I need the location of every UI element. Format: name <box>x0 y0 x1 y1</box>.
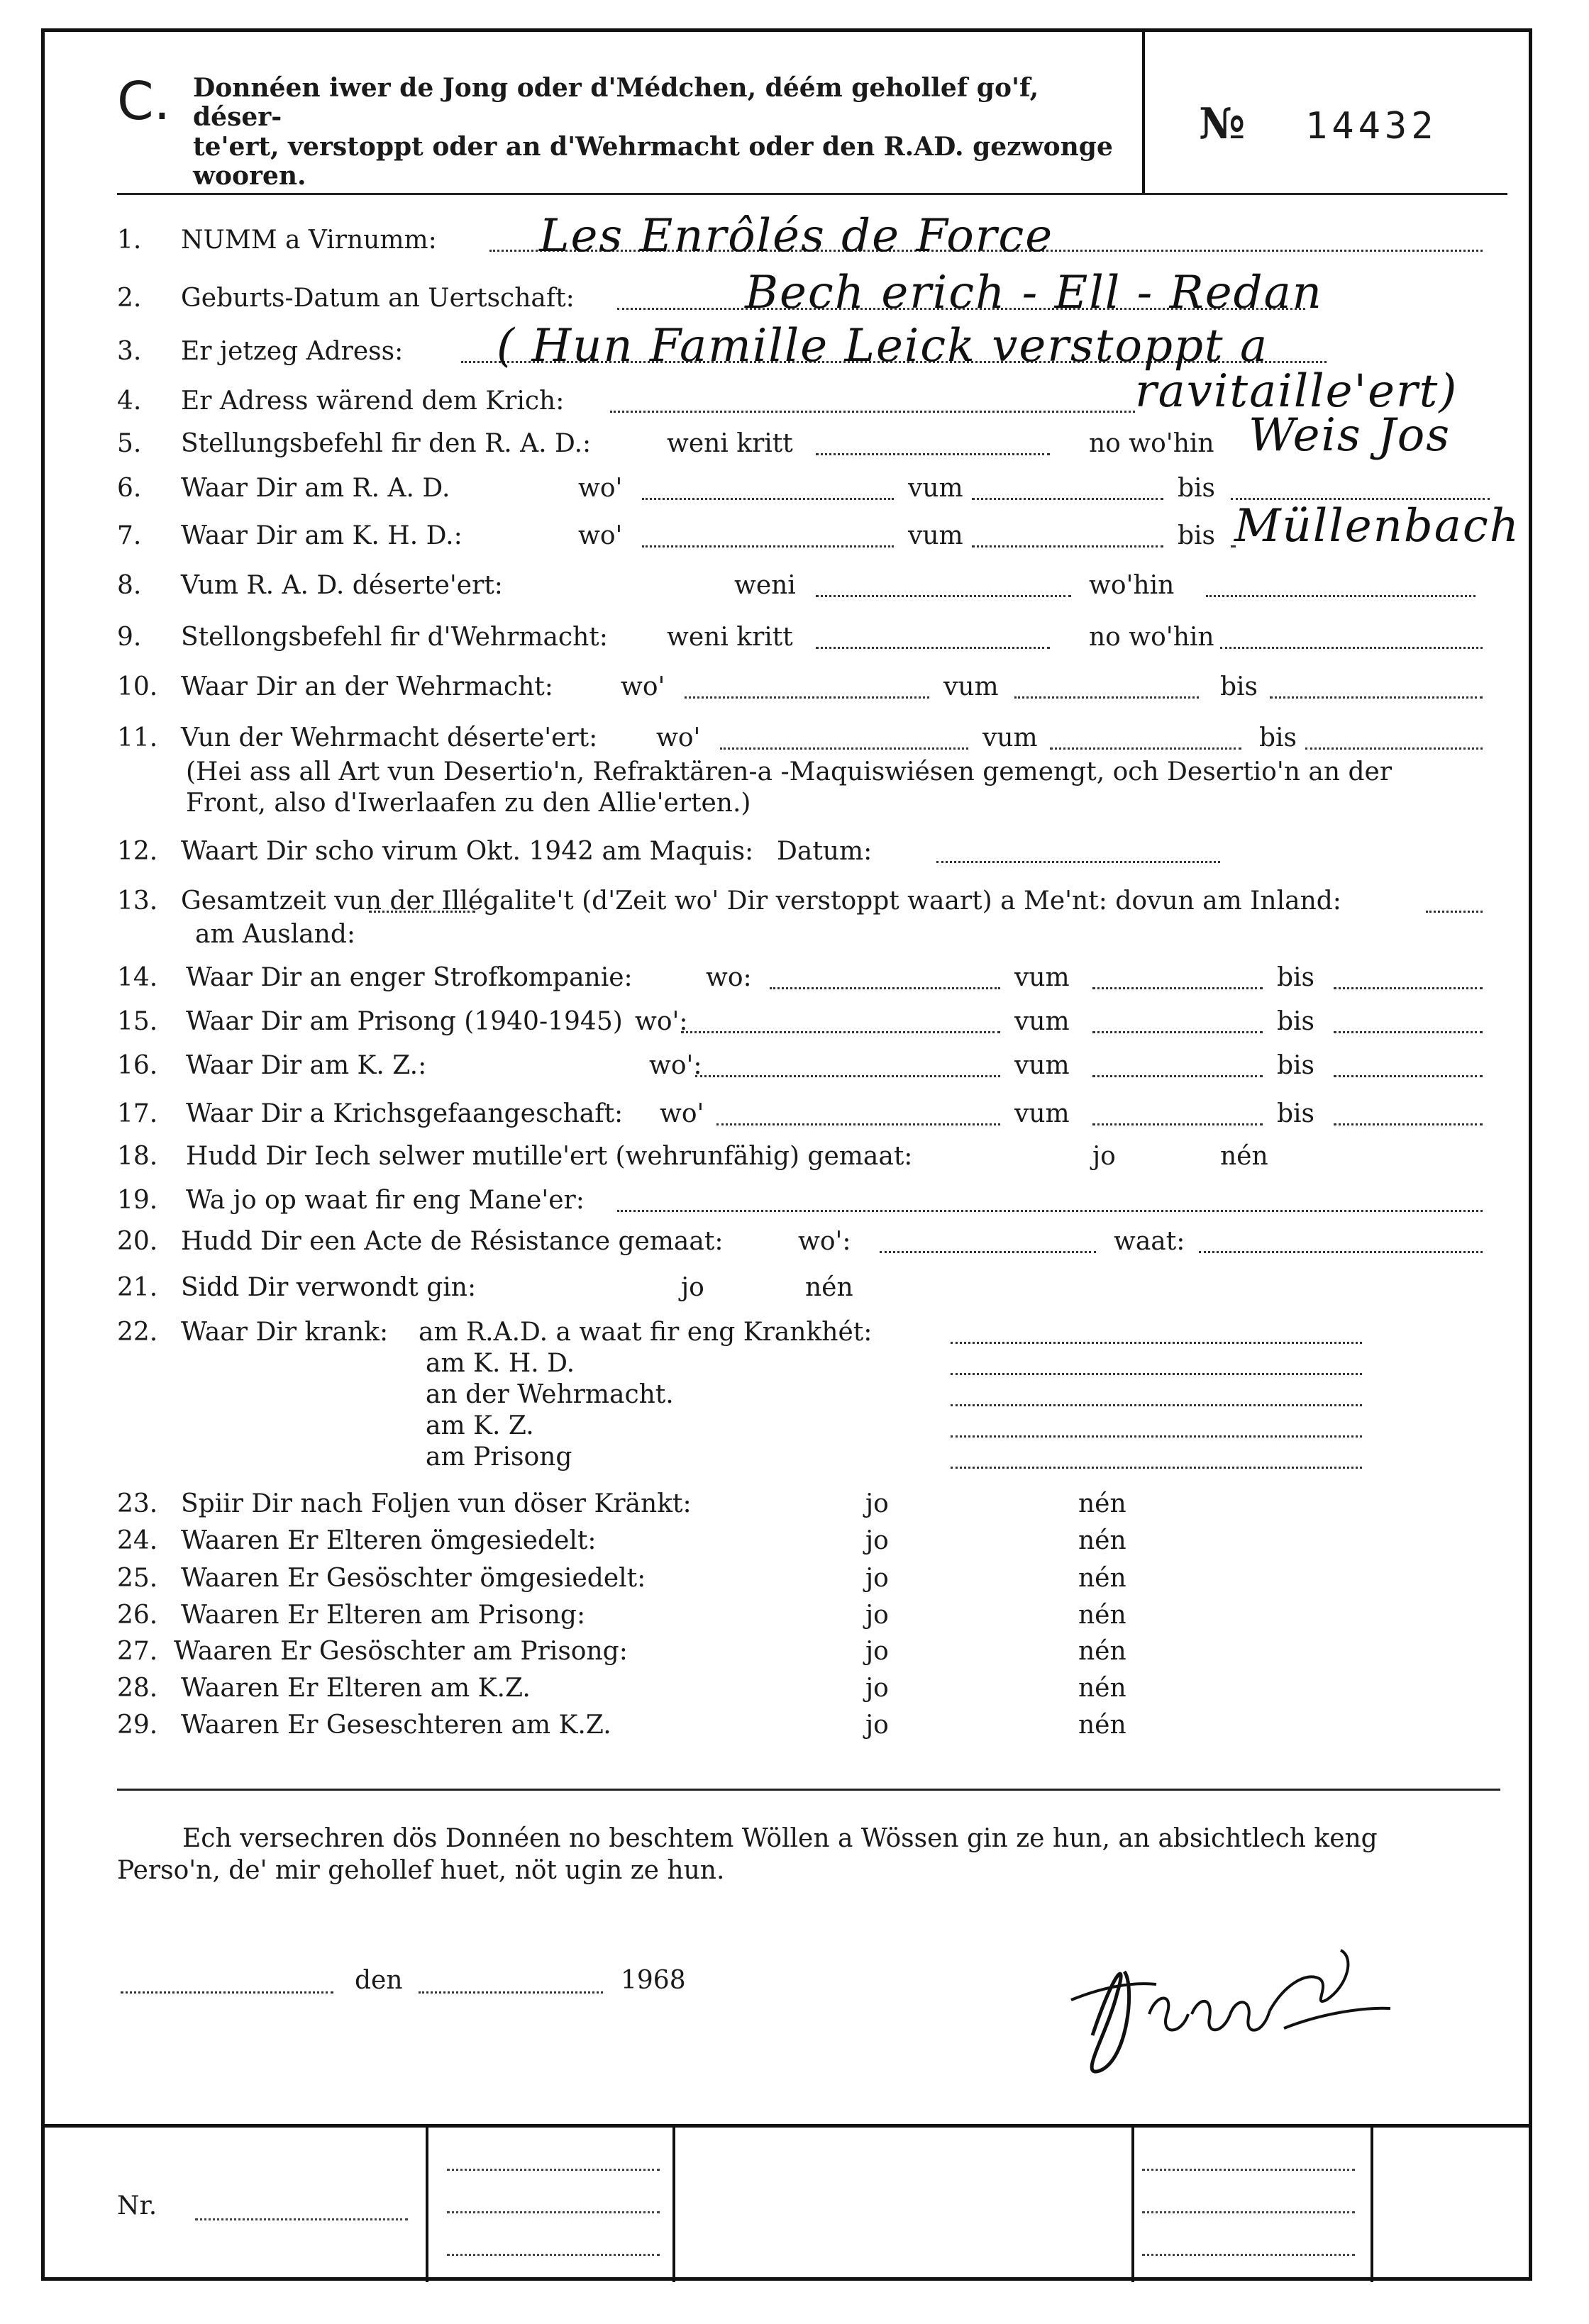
field-number: 10. <box>117 672 158 701</box>
field-number: 22. <box>117 1318 158 1347</box>
field-label: Waar Dir am K. H. D.: <box>181 521 463 550</box>
field-sub-label: an der Wehrmacht. <box>426 1380 674 1409</box>
field-label: Vum R. A. D. déserte'ert: <box>181 571 503 600</box>
handwritten-entry: ravitaille'ert) <box>1135 365 1458 418</box>
footer-cell-line[interactable] <box>1142 2169 1355 2171</box>
field-number: 14. <box>117 963 158 992</box>
footer-divider-1 <box>426 2128 428 2282</box>
header-line-1: Donnéen iwer de Jong oder d'Médchen, déém gehollef go'f, déser- <box>193 73 1039 133</box>
field-number: 28. <box>117 1674 158 1703</box>
field-label: Waar Dir am K. Z.: <box>186 1051 427 1080</box>
field-line[interactable] <box>369 911 475 913</box>
field-line[interactable] <box>951 1404 1362 1406</box>
field-number: 5. <box>117 429 142 458</box>
field-sub-label: vum <box>1014 1099 1070 1128</box>
field-sub-label: jo <box>865 1637 889 1666</box>
field-number: 2. <box>117 284 142 313</box>
form-header-text <box>193 74 1115 191</box>
field-sub-label: am K. H. D. <box>426 1349 575 1378</box>
field-line[interactable] <box>1092 1075 1263 1077</box>
field-sub-label: vum <box>1014 963 1070 992</box>
field-label: Vun der Wehrmacht déserte'ert: <box>181 723 598 752</box>
field-line[interactable] <box>1334 1031 1483 1033</box>
field-sub-label: bis <box>1178 521 1216 550</box>
field-sub-label: am K. Z. <box>426 1411 534 1440</box>
date-month-line[interactable] <box>419 1991 603 1994</box>
field-line[interactable] <box>880 1251 1096 1253</box>
field-line[interactable] <box>681 1031 1000 1033</box>
field-sub-label: bis <box>1220 672 1258 701</box>
footer-divider-4 <box>1371 2128 1373 2282</box>
field-line[interactable] <box>816 647 1050 649</box>
field-number: 26. <box>117 1601 158 1630</box>
field-line[interactable] <box>642 545 894 547</box>
date-day-line[interactable] <box>121 1991 333 1994</box>
header-line-3: wooren. <box>193 161 306 191</box>
handwritten-entry: Müllenbach <box>1234 500 1520 552</box>
field-line[interactable] <box>685 696 929 699</box>
field-line[interactable] <box>770 987 1000 989</box>
field-sub-label: vum <box>908 474 963 503</box>
field-sub-label: weni <box>734 571 796 600</box>
field-line[interactable] <box>951 1373 1362 1375</box>
field-line[interactable] <box>936 861 1220 863</box>
number-symbol: № <box>1199 99 1246 149</box>
field-sub-label: jo <box>1092 1142 1116 1171</box>
field-sub-label: wo': <box>649 1051 702 1080</box>
field-sub-label: vum <box>943 672 999 701</box>
field-line[interactable] <box>1270 696 1483 699</box>
field-label: Waaren Er Gesöschter am Prisong: <box>174 1637 628 1666</box>
field-line[interactable] <box>816 453 1050 455</box>
footer-divider-2 <box>672 2128 675 2282</box>
field-line[interactable] <box>951 1435 1362 1438</box>
field-label: Er Adress wärend dem Krich: <box>181 387 565 416</box>
field-line[interactable] <box>972 545 1163 547</box>
field-label: Waart Dir scho virum Okt. 1942 am Maquis: <box>181 837 754 866</box>
field-label: Waaren Er Geseschteren am K.Z. <box>181 1711 611 1740</box>
declaration-line-1: Ech versechren dös Donnéen no beschtem Wöllen a Wössen gin ze hun, an absichtlech keng <box>182 1824 1378 1853</box>
field-line[interactable] <box>1014 696 1199 699</box>
field-line[interactable] <box>610 411 1135 413</box>
field-line[interactable] <box>716 1123 1000 1125</box>
field-number: 15. <box>117 1007 158 1036</box>
field-line[interactable] <box>1092 1123 1263 1125</box>
field-sub-label: no wo'hin <box>1089 429 1214 458</box>
field-number: 29. <box>117 1711 158 1740</box>
field-label: Waar Dir an enger Strofkompanie: <box>186 963 633 992</box>
footer-cell-line[interactable] <box>447 2169 660 2171</box>
footer-cell-line[interactable] <box>1142 2211 1355 2213</box>
field-number: 13. <box>117 886 158 916</box>
field-sub-label: jo <box>681 1273 704 1302</box>
field-label: Waar Dir am R. A. D. <box>181 474 450 503</box>
field-line[interactable] <box>1334 987 1483 989</box>
footer-nr-label: Nr. <box>117 2191 157 2220</box>
field-sub-label: jo <box>865 1489 889 1518</box>
field-sub-label: wo' <box>578 474 623 503</box>
field-label: Gesamtzeit vun der Illégalite't (d'Zeit wo' Dir verstoppt waart) a Me'nt: dovun am Inland: <box>181 886 1341 916</box>
field-number: 12. <box>117 837 158 866</box>
field-line[interactable] <box>1334 1123 1483 1125</box>
field-line[interactable] <box>1426 911 1483 913</box>
field-note: Front, also d'Iwerlaafen zu den Allie'erten.) <box>186 789 751 818</box>
field-label: Sidd Dir verwondt gin: <box>181 1273 477 1302</box>
field-sub-label: nén <box>1078 1637 1126 1666</box>
field-sub-label: wo' <box>578 521 623 550</box>
field-line[interactable] <box>972 498 1163 500</box>
field-number: 16. <box>117 1051 158 1080</box>
header-divider <box>1142 31 1145 194</box>
field-number: 23. <box>117 1489 158 1518</box>
footer-cell-line[interactable] <box>1142 2254 1355 2256</box>
field-sub-label: bis <box>1277 1099 1315 1128</box>
form-number: 14432 <box>1305 105 1438 148</box>
field-sub-label: wo' <box>621 672 665 701</box>
footer-cell-line[interactable] <box>447 2254 660 2256</box>
field-number: 4. <box>117 387 142 416</box>
field-label: Er jetzeg Adress: <box>181 337 404 366</box>
field-sub-label: am R.A.D. a waat fir eng Krankhét: <box>419 1318 873 1347</box>
field-sub-label: am Prisong <box>426 1442 572 1472</box>
field-sub-label: jo <box>865 1674 889 1703</box>
field-sub-label: bis <box>1178 474 1216 503</box>
field-number: 6. <box>117 474 142 503</box>
header-line-2: te'ert, verstoppt oder an d'Wehrmacht oder den R.AD. gezwonge <box>193 131 1113 162</box>
field-label: Hudd Dir Iech selwer mutille'ert (wehrunfähig) gemaat: <box>186 1142 913 1171</box>
field-line[interactable] <box>1334 1075 1483 1077</box>
field-sub-label: Datum: <box>777 837 873 866</box>
footer-top-border <box>41 2124 1532 2128</box>
field-line[interactable] <box>1092 1031 1263 1033</box>
field-number: 21. <box>117 1273 158 1302</box>
field-sub-label: am Ausland: <box>195 920 356 949</box>
footer-cell-line[interactable] <box>447 2211 660 2213</box>
field-sub-label: bis <box>1259 723 1297 752</box>
field-sub-label: vum <box>1014 1051 1070 1080</box>
field-number: 19. <box>117 1186 158 1215</box>
handwritten-entry: Les Enrôlés de Force <box>539 210 1054 262</box>
header-underline <box>117 193 1507 195</box>
field-label: Waar Dir krank: <box>181 1318 389 1347</box>
field-label: Geburts-Datum an Uertschaft: <box>181 284 575 313</box>
field-sub-label: weni kritt <box>667 429 793 458</box>
field-label: Waar Dir an der Wehrmacht: <box>181 672 553 701</box>
field-label: Waaren Er Elteren am Prisong: <box>181 1601 586 1630</box>
footer-nr-line[interactable] <box>195 2218 408 2220</box>
field-sub-label: wo': <box>635 1007 688 1036</box>
field-line[interactable] <box>1092 987 1263 989</box>
field-number: 20. <box>117 1227 158 1256</box>
field-label: NUMM a Virnumm: <box>181 226 437 255</box>
field-sub-label: bis <box>1277 963 1315 992</box>
date-den-label: den <box>355 1966 403 1995</box>
field-number: 9. <box>117 623 142 652</box>
field-number: 24. <box>117 1526 158 1555</box>
field-sub-label: waat: <box>1114 1227 1185 1256</box>
field-label: Wa jo op waat fir eng Mane'er: <box>186 1186 585 1215</box>
field-number: 27. <box>117 1637 158 1666</box>
field-line[interactable] <box>1220 647 1483 649</box>
field-line[interactable] <box>642 498 894 500</box>
field-line[interactable] <box>951 1342 1362 1344</box>
field-line[interactable] <box>816 595 1071 597</box>
field-sub-label: no wo'hin <box>1089 623 1214 652</box>
field-sub-label: nén <box>805 1273 853 1302</box>
field-line[interactable] <box>1206 595 1476 597</box>
field-line[interactable] <box>951 1467 1362 1469</box>
declaration-line-2: Perso'n, de' mir gehollef huet, nöt ugin ze hun. <box>117 1856 725 1885</box>
date-year: 1968 <box>621 1966 686 1995</box>
field-label: Waaren Er Gesöschter ömgesiedelt: <box>181 1564 646 1593</box>
field-sub-label: weni kritt <box>667 623 793 652</box>
field-sub-label: bis <box>1277 1051 1315 1080</box>
handwritten-entry: Bech erich - Ell - Redan <box>745 267 1323 319</box>
field-line[interactable] <box>1050 747 1241 750</box>
declaration <box>117 1823 1500 1886</box>
field-note: (Hei ass all Art vun Desertio'n, Refraktären-a -Maquiswiésen gemengt, och Desertio'n an der <box>186 757 1393 786</box>
field-sub-label: jo <box>865 1564 889 1593</box>
field-number: 1. <box>117 226 142 255</box>
field-line[interactable] <box>1305 747 1483 750</box>
field-sub-label: vum <box>1014 1007 1070 1036</box>
field-number: 17. <box>117 1099 158 1128</box>
field-line[interactable] <box>617 1210 1483 1212</box>
field-label: Stellongsbefehl fir d'Wehrmacht: <box>181 623 608 652</box>
signature <box>1050 1929 1419 2085</box>
field-sub-label: nén <box>1078 1674 1126 1703</box>
field-line[interactable] <box>1199 1251 1483 1253</box>
handwritten-entry: ( Hun Famille Leick verstoppt a <box>497 320 1269 372</box>
field-sub-label: vum <box>908 521 963 550</box>
field-sub-label: nén <box>1220 1142 1268 1171</box>
field-sub-label: vum <box>982 723 1038 752</box>
field-sub-label: wo' <box>656 723 701 752</box>
declaration-separator <box>117 1789 1500 1791</box>
field-label: Waaren Er Elteren ömgesiedelt: <box>181 1526 597 1555</box>
field-label: Waar Dir am Prisong (1940-1945) <box>186 1007 623 1036</box>
field-number: 8. <box>117 571 142 600</box>
footer-divider-3 <box>1131 2128 1134 2282</box>
field-sub-label: jo <box>865 1526 889 1555</box>
field-sub-label: wo': <box>798 1227 851 1256</box>
field-number: 11. <box>117 723 158 752</box>
field-sub-label: jo <box>865 1601 889 1630</box>
form-letter: C. <box>117 71 171 132</box>
field-sub-label: wo'hin <box>1089 571 1175 600</box>
field-number: 18. <box>117 1142 158 1171</box>
field-sub-label: nén <box>1078 1601 1126 1630</box>
field-sub-label: nén <box>1078 1526 1126 1555</box>
field-sub-label: wo' <box>660 1099 704 1128</box>
field-label: Waaren Er Elteren am K.Z. <box>181 1674 531 1703</box>
handwritten-entry: Weis Jos <box>1248 409 1451 462</box>
field-label: Hudd Dir een Acte de Résistance gemaat: <box>181 1227 724 1256</box>
field-sub-label: nén <box>1078 1711 1126 1740</box>
field-sub-label: wo: <box>706 963 752 992</box>
field-number: 7. <box>117 521 142 550</box>
field-line[interactable] <box>720 747 968 750</box>
field-sub-label: nén <box>1078 1564 1126 1593</box>
field-label: Spiir Dir nach Foljen vun döser Kränkt: <box>181 1489 692 1518</box>
field-sub-label: bis <box>1277 1007 1315 1036</box>
field-number: 25. <box>117 1564 158 1593</box>
field-label: Stellungsbefehl fir den R. A. D.: <box>181 429 592 458</box>
field-number: 3. <box>117 337 142 366</box>
field-sub-label: jo <box>865 1711 889 1740</box>
field-sub-label: nén <box>1078 1489 1126 1518</box>
field-label: Waar Dir a Krichsgefaangeschaft: <box>186 1099 624 1128</box>
field-line[interactable] <box>695 1075 1000 1077</box>
